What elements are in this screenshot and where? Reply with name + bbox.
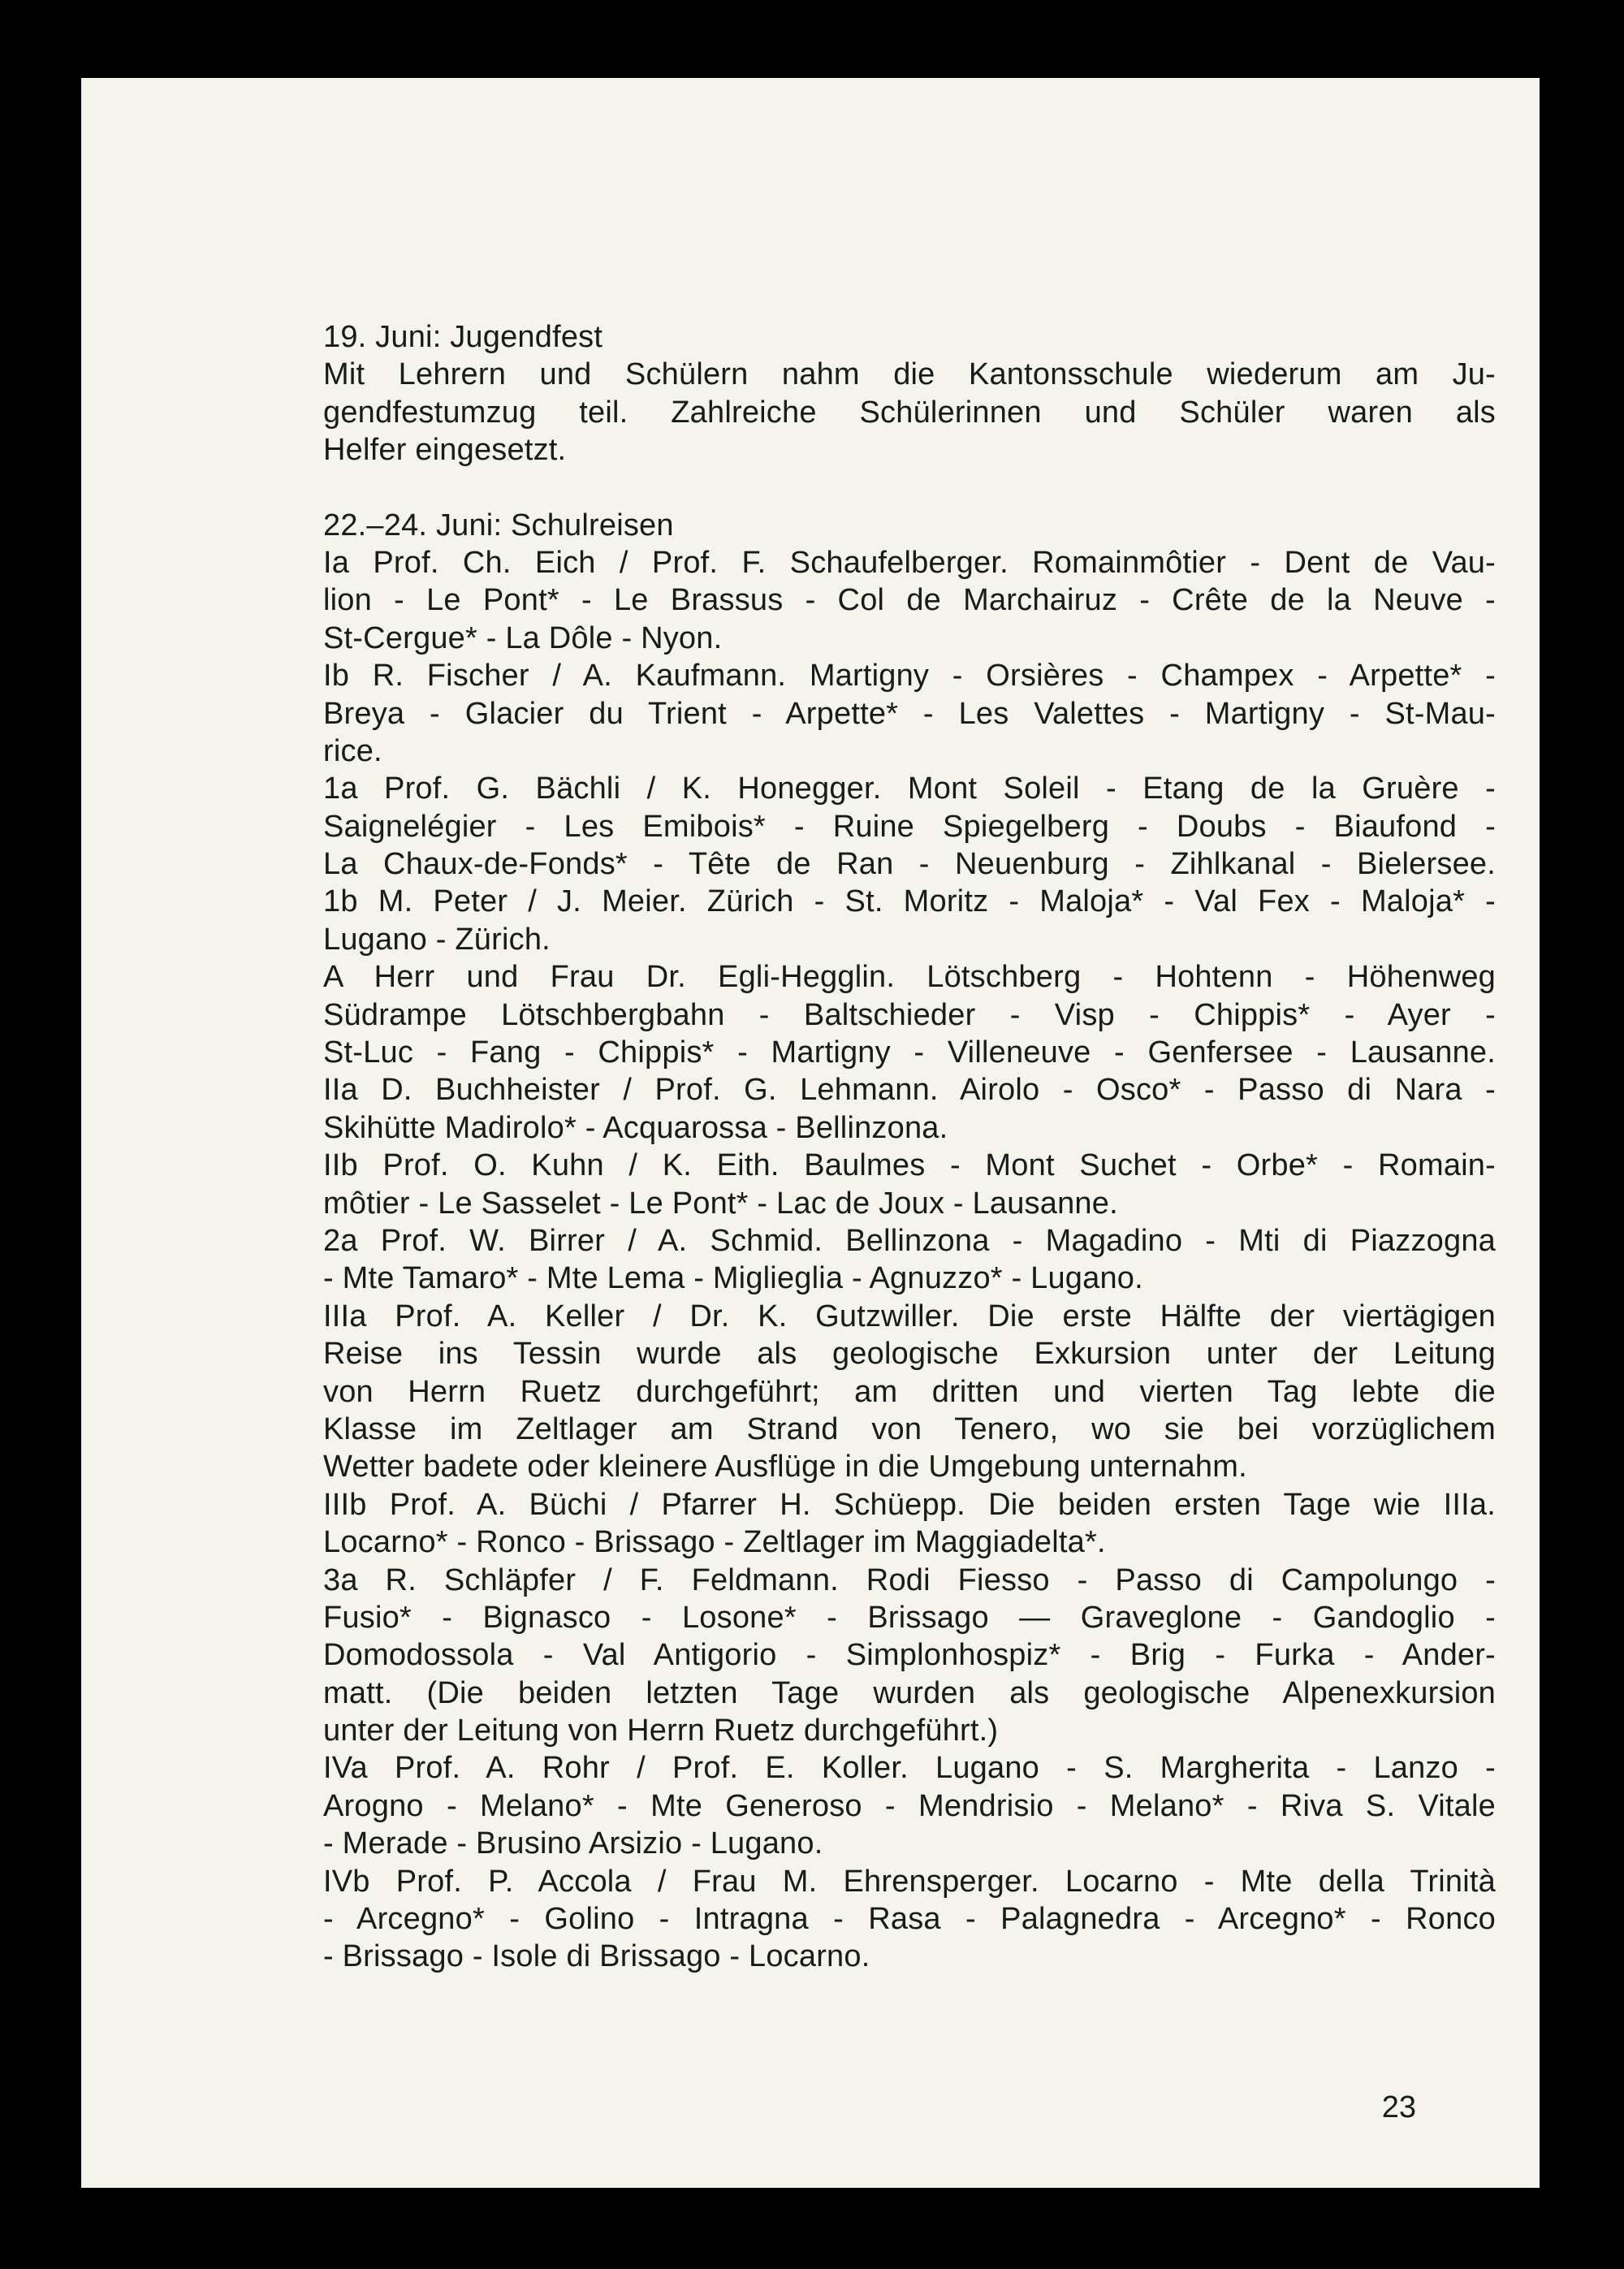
text-line: môtier - Le Sasselet - Le Pont* - Lac de Joux - Lausanne. (323, 1186, 1118, 1221)
text-line: 2a Prof. W. Birrer / A. Schmid. Bellinzona - Magadino - Mti di Piazzogna (323, 1223, 1496, 1258)
text-line: matt. (Die beiden letzten Tage wurden als geologische Alpenexkursion (323, 1675, 1496, 1710)
text-line: - Arcegno* - Golino - Intragna - Rasa - Palagnedra - Arcegno* - Ronco (323, 1902, 1496, 1937)
text-line: IIIa Prof. A. Keller / Dr. K. Gutzwiller. Die erste Hälfte der viertägigen (323, 1299, 1496, 1333)
text-line: von Herrn Ruetz durchgeführt; am dritten und vierten Tag lebte die (323, 1374, 1496, 1409)
text-line: Breya - Glacier du Trient - Arpette* - Les Valettes - Martigny - St-Mau- (323, 696, 1496, 731)
text-line: Domodossola - Val Antigorio - Simplonhospiz* - Brig - Furka - Ander- (323, 1638, 1496, 1673)
text-line: Südrampe Lötschbergbahn - Baltschieder - Visp - Chippis* - Ayer - (323, 997, 1496, 1032)
text-line: Saignelégier - Les Emibois* - Ruine Spiegelberg - Doubs - Biaufond - (323, 809, 1496, 844)
text-line: St-Cergue* - La Dôle - Nyon. (323, 620, 723, 655)
text-line: IIb Prof. O. Kuhn / K. Eith. Baulmes - Mont Suchet - Orbe* - Romain- (323, 1148, 1496, 1183)
text-line: La Chaux-de-Fonds* - Tête de Ran - Neuenburg - Zihlkanal - Bielersee. (323, 847, 1496, 882)
text-line: Ia Prof. Ch. Eich / Prof. F. Schaufelberger. Romainmôtier - Dent de Vau- (323, 545, 1496, 580)
text-line: Wetter badete oder kleinere Ausflüge in die Umgebung unternahm. (323, 1450, 1247, 1485)
text-line: - Brissago - Isole di Brissago - Locarno. (323, 1939, 870, 1974)
text-line: lion - Le Pont* - Le Brassus - Col de Marchairuz - Crête de la Neuve - (323, 583, 1496, 618)
text-line: Mit Lehrern und Schülern nahm die Kantonsschule wiederum am Ju- (323, 357, 1496, 392)
text-line: St-Luc - Fang - Chippis* - Martigny - Villeneuve - Genfersee - Lausanne. (323, 1035, 1496, 1070)
text-line: 19. Juni: Jugendfest (323, 320, 603, 354)
text-line: Skihütte Madirolo* - Acquarossa - Bellinzona. (323, 1110, 948, 1145)
text-line: IVb Prof. P. Accola / Frau M. Ehrensperger. Locarno - Mte della Trinità (323, 1864, 1496, 1899)
text-line: IVa Prof. A. Rohr / Prof. E. Koller. Lugano - S. Margherita - Lanzo - (323, 1751, 1496, 1786)
text-line: Klasse im Zeltlager am Strand von Tenero, wo sie bei vorzüglichem (323, 1411, 1496, 1446)
text-line: Reise ins Tessin wurde als geologische Exkursion unter der Leitung (323, 1337, 1496, 1372)
text-line: 1a Prof. G. Bächli / K. Honegger. Mont Soleil - Etang de la Gruère - (323, 771, 1496, 806)
paragraph-gap (323, 469, 1496, 507)
document-page (81, 78, 1540, 2188)
text-line: Lugano - Zürich. (323, 922, 551, 957)
text-line: IIIb Prof. A. Büchi / Pfarrer H. Schüepp. Die beiden ersten Tage wie IIIa. (323, 1487, 1496, 1522)
body-text (323, 318, 1496, 1976)
text-line: Arogno - Melano* - Mte Generoso - Mendrisio - Melano* - Riva S. Vitale (323, 1788, 1496, 1823)
text-line: rice. (323, 733, 382, 768)
text-line: Ib R. Fischer / A. Kaufmann. Martigny - Orsières - Champex - Arpette* - (323, 659, 1496, 694)
text-line: A Herr und Frau Dr. Egli-Hegglin. Lötschberg - Hohtenn - Höhenweg (323, 960, 1496, 995)
text-line: gendfestumzug teil. Zahlreiche Schülerinnen und Schüler waren als (323, 395, 1496, 430)
text-line: - Merade - Brusino Arsizio - Lugano. (323, 1826, 823, 1861)
text-line: unter der Leitung von Herrn Ruetz durchgeführt.) (323, 1714, 999, 1748)
text-line: IIa D. Buchheister / Prof. G. Lehmann. Airolo - Osco* - Passo di Nara - (323, 1073, 1496, 1108)
page-number: 23 (1381, 2090, 1416, 2124)
text-line: Locarno* - Ronco - Brissago - Zeltlager im Maggiadelta*. (323, 1525, 1106, 1560)
text-line: Helfer eingesetzt. (323, 433, 567, 468)
text-line: 22.–24. Juni: Schulreisen (323, 508, 674, 542)
text-line: 1b M. Peter / J. Meier. Zürich - St. Moritz - Maloja* - Val Fex - Maloja* - (323, 884, 1496, 919)
text-line: Fusio* - Bignasco - Losone* - Brissago — Graveglone - Gandoglio - (323, 1600, 1496, 1635)
text-line: - Mte Tamaro* - Mte Lema - Miglieglia - Agnuzzo* - Lugano. (323, 1261, 1143, 1296)
text-line: 3a R. Schläpfer / F. Feldmann. Rodi Fiesso - Passo di Campolungo - (323, 1562, 1496, 1597)
